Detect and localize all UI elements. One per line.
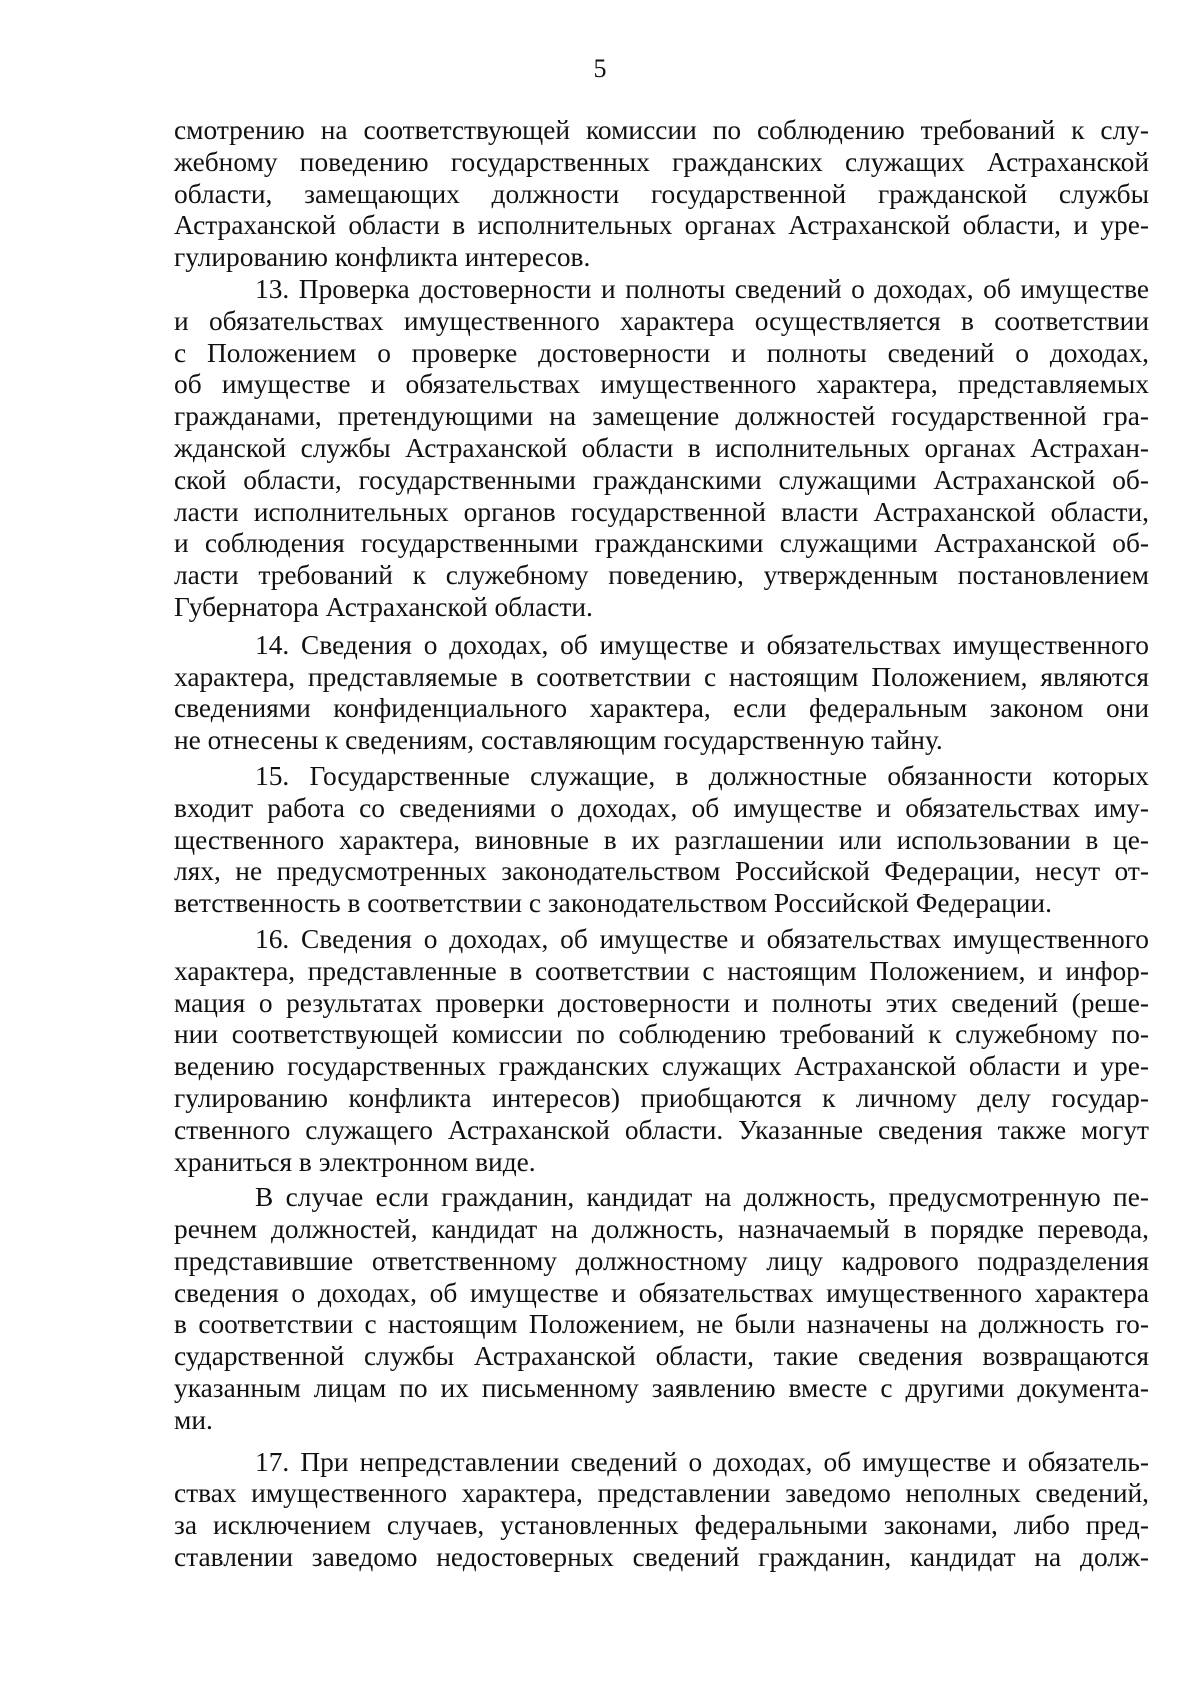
text-line: за исключением случаев, установленных федеральными законами, либо пред- [174,1510,1149,1541]
text-line: речнем должностей, кандидат на должность, назначаемый в порядке перевода, [174,1214,1149,1245]
text-line: гулированию конфликта интересов) приобщаются к личному делу государ- [174,1082,1149,1113]
text-line: ственного служащего Астраханской области. Указанные сведения также могут [174,1114,1149,1145]
text-line: ми. [174,1404,213,1435]
text-line: ветственность в соответствии с законодательством Российской Федерации. [174,888,1052,919]
page-number: 5 [593,54,607,83]
text-line: 17. При непредставлении сведений о доходах, об имуществе и обязатель- [255,1446,1149,1477]
paragraph [174,1182,1149,1436]
text-line: ставлении заведомо недостоверных сведений гражданин, кандидат на долж- [174,1542,1149,1573]
text-line: щественного характера, виновные в их разглашении или использовании в це- [174,824,1149,855]
text-line: Губернатора Астраханской области. [174,591,593,622]
text-line: смотрению на соответствующей комиссии по соблюдению требований к слу- [174,115,1149,145]
text-line: указанным лицам по их письменному заявлению вместе с другими документа- [174,1373,1149,1404]
text-line: характера, представляемые в соответствии с настоящим Положением, являются [174,661,1149,692]
text-line: сведения о доходах, об имуществе и обязательствах имущественного характера [174,1277,1149,1308]
text-line: 15. Государственные служащие, в должностные обязанности которых [255,760,1149,791]
text-line: гражданами, претендующими на замещение должностей государственной гра- [174,401,1149,432]
text-line: мация о результатах проверки достоверности и полноты этих сведений (реше- [174,987,1149,1018]
text-line: ласти исполнительных органов государственной власти Астраханской области, [174,496,1149,527]
text-line: храниться в электронном виде. [174,1146,536,1177]
paragraph [174,761,1149,920]
text-line: ведению государственных гражданских служащих Астраханской области и уре- [174,1051,1149,1082]
text-line: ской области, государственными гражданскими служащими Астраханской об- [174,464,1149,495]
text-line: характера, представленные в соответствии с настоящим Положением, и инфор- [174,955,1149,986]
text-line: в соответствии с настоящим Положением, не были назначены на должность го- [174,1309,1149,1340]
text-line: об имуществе и обязательствах имущественного характера, представляемых [174,369,1149,400]
text-line: лях, не предусмотренных законодательством Российской Федерации, несут от- [174,856,1149,887]
document-body [174,115,1149,1574]
text-line: ласти требований к служебному поведению, утвержденным постановлением [174,560,1149,591]
text-line: Астраханской области в исполнительных органах Астраханской области, и уре- [174,210,1149,241]
paragraph [174,924,1149,1178]
paragraph [174,274,1149,624]
text-line: жебному поведению государственных гражданских служащих Астраханской [174,146,1149,177]
paragraph [174,1447,1149,1574]
text-line: ствах имущественного характера, представлении заведомо неполных сведений, [174,1478,1149,1509]
text-line: с Положением о проверке достоверности и полноты сведений о доходах, [174,337,1149,368]
text-line: сударственной службы Астраханской области, такие сведения возвращаются [174,1341,1149,1372]
text-line: сведениями конфиденциального характера, если федеральным законом они [174,693,1149,724]
text-line: 16. Сведения о доходах, об имуществе и обязательствах имущественного [255,923,1149,954]
text-line: В случае если гражданин, кандидат на должность, предусмотренную пе- [255,1182,1149,1213]
text-line: 14. Сведения о доходах, об имуществе и обязательствах имущественного [255,629,1149,660]
text-line: области, замещающих должности государственной гражданской службы [174,178,1149,209]
text-line: 13. Проверка достоверности и полноты сведений о доходах, об имуществе [255,273,1149,304]
text-line: входит работа со сведениями о доходах, об имуществе и обязательствах иму- [174,792,1149,823]
text-line: представившие ответственному должностному лицу кадрового подразделения [174,1245,1149,1276]
text-line: нии соответствующей комиссии по соблюдению требований к служебному по- [174,1019,1149,1050]
text-line: гулированию конфликта интересов. [174,242,591,273]
text-line: и соблюдения государственными гражданскими служащими Астраханской об- [174,528,1149,559]
paragraph [174,115,1149,274]
text-line: жданской службы Астраханской области в исполнительных органах Астрахан- [174,432,1149,463]
paragraph [174,630,1149,757]
text-line: не отнесены к сведениям, составляющим государственную тайну. [174,725,943,756]
text-line: и обязательствах имущественного характера осуществляется в соответствии [174,305,1149,336]
